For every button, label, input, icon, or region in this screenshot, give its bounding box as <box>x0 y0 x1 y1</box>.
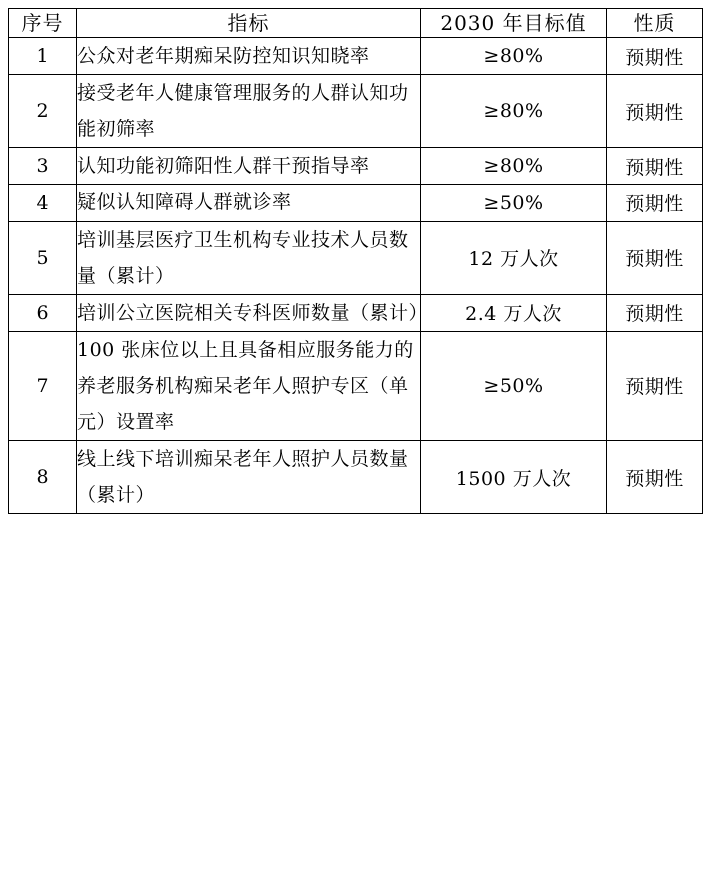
cell-target: 2.4 万人次 <box>421 294 607 331</box>
cell-seq: 1 <box>9 38 77 75</box>
cell-target: ≥50% <box>421 331 607 440</box>
cell-indicator: 疑似认知障碍人群就诊率 <box>77 185 421 221</box>
table-row <box>9 38 703 75</box>
column-header-target: 2030 年目标值 <box>421 9 607 38</box>
cell-indicator: 认知功能初筛阳性人群干预指导率 <box>77 148 421 185</box>
cell-seq: 2 <box>9 75 77 148</box>
column-header-indicator: 指标 <box>77 9 421 38</box>
cell-seq: 3 <box>9 148 77 185</box>
cell-indicator: 培训公立医院相关专科医师数量（累计） <box>77 294 421 331</box>
cell-seq: 4 <box>9 185 77 221</box>
indicator-table <box>8 8 703 514</box>
cell-target: ≥50% <box>421 185 607 221</box>
column-header-seq: 序号 <box>9 9 77 38</box>
table-row <box>9 148 703 185</box>
cell-nature: 预期性 <box>607 75 703 148</box>
cell-nature: 预期性 <box>607 294 703 331</box>
cell-target: ≥80% <box>421 75 607 148</box>
table-row <box>9 294 703 331</box>
cell-indicator: 公众对老年期痴呆防控知识知晓率 <box>77 38 421 75</box>
cell-nature: 预期性 <box>607 38 703 75</box>
cell-indicator: 接受老年人健康管理服务的人群认知功能初筛率 <box>77 75 421 148</box>
cell-seq: 6 <box>9 294 77 331</box>
table-row <box>9 75 703 148</box>
cell-target: 1500 万人次 <box>421 441 607 514</box>
cell-target: 12 万人次 <box>421 221 607 294</box>
cell-nature: 预期性 <box>607 221 703 294</box>
cell-nature: 预期性 <box>607 441 703 514</box>
cell-nature: 预期性 <box>607 331 703 440</box>
column-header-nature: 性质 <box>607 9 703 38</box>
cell-target: ≥80% <box>421 38 607 75</box>
table-row <box>9 441 703 514</box>
cell-nature: 预期性 <box>607 185 703 221</box>
cell-seq: 5 <box>9 221 77 294</box>
cell-indicator: 线上线下培训痴呆老年人照护人员数量（累计） <box>77 441 421 514</box>
table-row <box>9 185 703 221</box>
cell-indicator: 100 张床位以上且具备相应服务能力的养老服务机构痴呆老年人照护专区（单元）设置率 <box>77 331 421 440</box>
cell-seq: 8 <box>9 441 77 514</box>
cell-indicator: 培训基层医疗卫生机构专业技术人员数量（累计） <box>77 221 421 294</box>
cell-target: ≥80% <box>421 148 607 185</box>
cell-nature: 预期性 <box>607 148 703 185</box>
cell-seq: 7 <box>9 331 77 440</box>
table-header-row <box>9 9 703 38</box>
table-row <box>9 221 703 294</box>
table-row <box>9 331 703 440</box>
